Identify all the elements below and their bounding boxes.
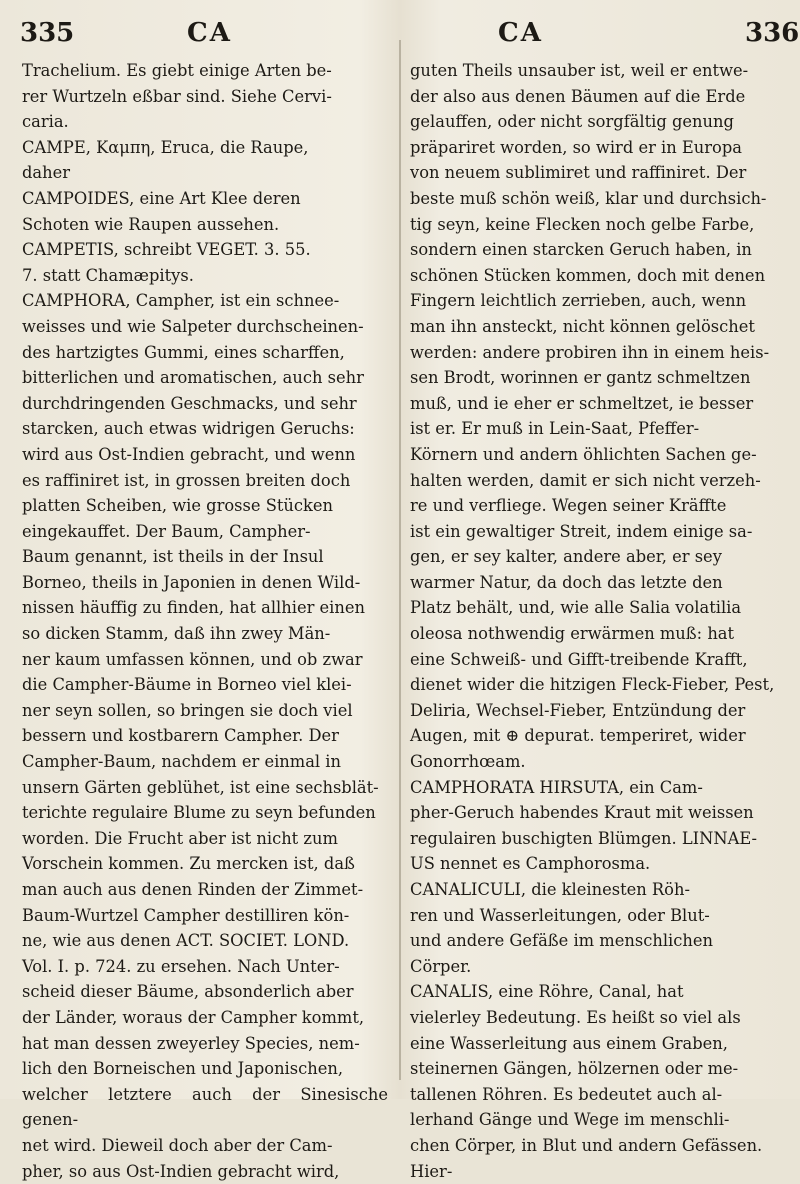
text-line: dienet wider die hitzigen Fleck-Fieber, Pest, xyxy=(410,675,775,695)
text-line: Deliria, Wechsel-Fieber, Entzündung der xyxy=(410,700,746,720)
text-line: net wird. Dieweil doch aber der Cam- xyxy=(22,1135,333,1155)
text-line: re und verfliege. Wegen seiner Kräffte xyxy=(410,496,727,516)
left-column xyxy=(22,58,388,1184)
text-line: ner kaum umfassen können, und ob zwar xyxy=(22,649,363,669)
text-line: eine Wasserleitung aus einem Graben, xyxy=(410,1033,728,1053)
text-line: lerhand Gänge und Wege im menschli- xyxy=(410,1110,730,1130)
text-line: Vorschein kommen. Zu mercken ist, daß xyxy=(22,854,355,874)
text-line: präpariret worden, so wird er in Europa xyxy=(410,137,742,157)
right-column xyxy=(410,58,776,1184)
text-line: starcken, auch etwas widrigen Geruchs: xyxy=(22,419,355,439)
text-line: werden: andere probiren ihn in einem heis- xyxy=(410,342,770,362)
text-line: terichte regulaire Blume zu seyn befunden xyxy=(22,803,376,823)
text-line: steinernen Gängen, hölzernen oder me- xyxy=(410,1059,739,1079)
text-line: tig seyn, keine Flecken noch gelbe Farbe, xyxy=(410,214,755,234)
page-number-left: 335 xyxy=(20,18,75,48)
text-line: hat man dessen zweyerley Species, nem- xyxy=(22,1033,360,1053)
text-line: daher xyxy=(22,163,71,183)
text-line: chen Cörper, in Blut und andern Gefässen. xyxy=(410,1135,763,1155)
text-line: sen Brodt, worinnen er gantz schmeltzen xyxy=(410,368,751,388)
text-line: Hier- xyxy=(410,1161,453,1181)
text-line: ner seyn sollen, so bringen sie doch viel xyxy=(22,700,353,720)
text-line: scheid dieser Bäume, absonderlich aber xyxy=(22,982,354,1002)
text-line: bessern und kostbarern Campher. Der xyxy=(22,726,339,746)
text-line: CANALICULI, die kleinesten Röh- xyxy=(410,880,690,899)
text-line: ne, wie aus denen ACT. SOCIET. LOND. xyxy=(22,931,350,951)
text-line: pher, so aus Ost-Indien gebracht wird, xyxy=(22,1161,340,1181)
text-line: tallenen Röhren. Es bedeutet auch al- xyxy=(410,1084,723,1104)
text-line: Baum-Wurtzel Campher destilliren kön- xyxy=(22,905,350,925)
text-line: CAMPOIDES, eine Art Klee deren xyxy=(22,188,301,208)
text-line: lich den Borneischen und Japonischen, xyxy=(22,1059,344,1079)
running-head-left: CA xyxy=(187,18,232,48)
text-line: Gonorrhœam. xyxy=(410,752,526,772)
text-line: weisses und wie Salpeter durchscheinen- xyxy=(22,316,364,336)
text-line: halten werden, damit er sich nicht verzeh- xyxy=(410,470,761,490)
text-line: durchdringenden Geschmacks, und sehr xyxy=(22,393,357,413)
text-line: schönen Stücken kommen, doch mit denen xyxy=(410,265,766,285)
text-line: ren und Wasserleitungen, oder Blut- xyxy=(410,905,710,925)
text-line: gen, er sey kalter, andere aber, er sey xyxy=(410,547,722,567)
text-line: bitterlichen und aromatischen, auch sehr xyxy=(22,368,364,388)
text-line: guten Theils unsauber ist, weil er entwe- xyxy=(410,61,749,80)
text-line: die Campher-Bäume in Borneo viel klei- xyxy=(22,675,352,695)
text-line: muß, und ie eher er schmeltzet, ie besser xyxy=(410,393,754,413)
text-line: CAMPE, Καμπη, Eruca, die Raupe, xyxy=(22,137,309,157)
text-line: eine Schweiß- und Gifft-treibende Krafft, xyxy=(410,649,748,669)
text-line: ist er. Er muß in Lein-Saat, Pfeffer- xyxy=(410,419,700,439)
text-line: ist ein gewaltiger Streit, indem einige sa- xyxy=(410,521,753,541)
text-line: Augen, mit ⊕ depurat. temperiret, wider xyxy=(410,726,746,746)
text-line: von neuem sublimiret und raffiniret. Der xyxy=(410,163,747,183)
text-line: CAMPETIS, schreibt VEGET. 3. 55. xyxy=(22,240,311,260)
text-line: welcher letztere auch der Sinesische genen- xyxy=(22,1084,388,1130)
text-line: worden. Die Frucht aber ist nicht zum xyxy=(22,828,338,848)
text-line: caria. xyxy=(22,112,69,132)
text-line: gelauffen, oder nicht sorgfältig genung xyxy=(410,112,734,132)
text-line: so dicken Stamm, daß ihn zwey Män- xyxy=(22,624,331,644)
column-gutter xyxy=(399,40,401,1080)
text-line: beste muß schön weiß, klar und durchsich- xyxy=(410,188,767,208)
text-line: Schoten wie Raupen aussehen. xyxy=(22,214,280,234)
text-line: vielerley Bedeutung. Es heißt so viel als xyxy=(410,1007,741,1027)
text-line: oleosa nothwendig erwärmen muß: hat xyxy=(410,624,735,644)
text-line: nissen häuffig zu finden, hat allhier einen xyxy=(22,598,365,618)
text-line: pher-Geruch habendes Kraut mit weissen xyxy=(410,803,754,823)
text-line: warmer Natur, da doch das letzte den xyxy=(410,572,723,592)
text-line: der Länder, woraus der Campher kommt, xyxy=(22,1007,365,1027)
text-line: Borneo, theils in Japonien in denen Wild- xyxy=(22,572,361,592)
text-line: man ihn ansteckt, nicht können gelöschet xyxy=(410,316,755,336)
text-line: 7. statt Chamæpitys. xyxy=(22,265,194,285)
text-line: CANALIS, eine Röhre, Canal, hat xyxy=(410,982,684,1002)
text-line: rer Wurtzeln eßbar sind. Siehe Cervi- xyxy=(22,86,332,106)
text-line: der also aus denen Bäumen auf die Erde xyxy=(410,86,746,106)
text-line: Fingern leichtlich zerrieben, auch, wenn xyxy=(410,291,747,311)
text-line: CAMPHORA, Campher, ist ein schnee- xyxy=(22,291,340,311)
text-line: wird aus Ost-Indien gebracht, und wenn xyxy=(22,444,356,464)
text-line: Vol. I. p. 724. zu ersehen. Nach Unter- xyxy=(22,956,340,976)
text-line: des hartzigtes Gummi, eines scharffen, xyxy=(22,342,345,362)
text-line: regulairen buschigten Blümgen. LINNAE- xyxy=(410,828,758,848)
text-line: es raffiniret ist, in grossen breiten doch xyxy=(22,470,351,490)
text-line: und andere Gefäße im menschlichen xyxy=(410,931,713,951)
text-line: unsern Gärten geblühet, ist eine sechsblät- xyxy=(22,777,379,797)
text-line: Trachelium. Es giebt einige Arten be- xyxy=(22,61,332,80)
text-line: Platz behält, und, wie alle Salia volatilia xyxy=(410,598,742,618)
text-line: Campher-Baum, nachdem er einmal in xyxy=(22,752,341,772)
text-line: sondern einen starcken Geruch haben, in xyxy=(410,240,752,260)
text-line: eingekauffet. Der Baum, Campher- xyxy=(22,521,311,541)
text-line: man auch aus denen Rinden der Zimmet- xyxy=(22,880,364,899)
running-head-right: CA xyxy=(498,18,543,48)
page-number-right: 336 xyxy=(745,18,800,48)
text-line: Körnern und andern öhlichten Sachen ge- xyxy=(410,444,757,464)
text-line: US nennet es Camphorosma. xyxy=(410,854,651,874)
text-line: CAMPHORATA HIRSUTA, ein Cam- xyxy=(410,777,703,797)
text-line: Cörper. xyxy=(410,956,472,976)
text-line: Baum genannt, ist theils in der Insul xyxy=(22,547,324,567)
text-line: platten Scheiben, wie grosse Stücken xyxy=(22,496,333,516)
